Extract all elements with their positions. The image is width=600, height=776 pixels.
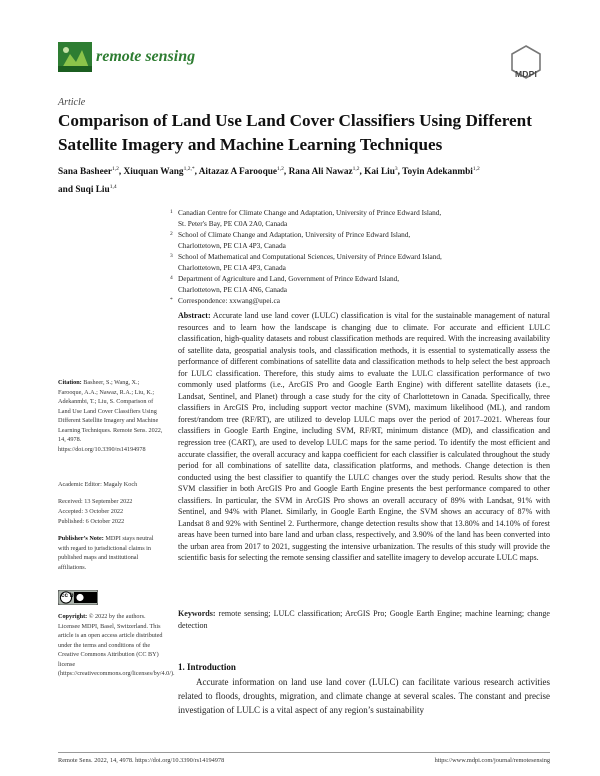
correspondence: * Correspondence: xxwang@upei.ca	[170, 296, 280, 305]
article-type: Article	[58, 97, 86, 108]
author: Sana Basheer	[58, 167, 112, 178]
received-date: Received: 13 September 2022	[58, 498, 133, 505]
affiliation: 2 School of Climate Change and Adaptation, University of Prince Edward Island, Charlottetown, PE C1A 4P3, Canada	[170, 230, 411, 251]
academic-editor: Academic Editor: Magaly Koch	[58, 481, 138, 488]
footer-citation[interactable]: Remote Sens. 2022, 14, 4978. https://doi.org/10.3390/rs14194978	[58, 757, 225, 764]
author: Rana Ali Nawaz	[288, 167, 353, 178]
author: Aitazaz A Farooque	[198, 167, 278, 178]
author: Kai Liu	[364, 167, 395, 178]
affiliation: 4 Department of Agriculture and Land, Government of Prince Edward Island, Charlottetown, PE C1A 4N6, Canada	[170, 274, 400, 295]
cc-badge-text: cc by	[61, 592, 78, 599]
copyright-notice: Copyright: © 2022 by the authors. Licensee MDPI, Basel, Switzerland. This article is an open access article distributed under the terms and conditions of the Creative Commons Attribution (CC BY) license (https://creativecommons.org/licenses/by/4.0/).	[58, 613, 175, 677]
author-list: Sana Basheer$^{1,2}$, Xiuquan Wang$^{1,2,*}$, Aitazaz A Farooque$^{1,2}$, Rana Ali Nawaz$^{1,2}$, Kai Liu$^3$, Toyin Adekanmbi$^{1,2}$ and Suqi Liu$^{1,4}$	[58, 166, 480, 196]
accepted-date: Accepted: 3 October 2022	[58, 508, 124, 515]
author: Toyin Adekanmbi	[402, 167, 473, 178]
footer-divider	[58, 752, 550, 753]
article-title: Comparison of Land Use Land Cover Classifiers Using Different Satellite Imagery and Machine Learning Techniques	[58, 111, 532, 154]
journal-logo-icon	[58, 42, 92, 72]
affiliation: 1 Canadian Centre for Climate Change and Adaptation, University of Prince Edward Island, St. Peter's Bay, PE C0A 2A0, Canada	[170, 208, 442, 229]
intro-paragraph: Accurate information on land use land cover (LULC) can facilitate various research activities related to floods, droughts, migration, and climate change at several scales. The constant and precise investigation of LULC is a vital aspect of any region’s sustainability	[178, 677, 550, 715]
affiliation: 3 School of Mathematical and Computational Sciences, University of Prince Edward Island, Charlottetown, PE C1A 4P3, Canada	[170, 252, 442, 273]
keywords: Keywords: remote sensing; LULC classification; ArcGIS Pro; Google Earth Engine; machine learning; change detection	[178, 609, 550, 630]
footer-journal-url[interactable]: https://www.mdpi.com/journal/remotesensing	[434, 757, 550, 764]
journal-name: remote sensing	[96, 48, 196, 65]
published-date: Published: 6 October 2022	[58, 518, 125, 525]
section-heading: 1. Introduction	[178, 662, 236, 672]
abstract: Abstract: Accurate land use land cover (LULC) classification is vital for the sustainable management of natural resources and to learn how the landscape is changing due to climate. For accurate and efficient LULC classification, high-quality datasets and robust classification methods are required. With the increasing availability of satellite data, geospatial analysis tools, and classification methods, it is essential to systematically assess the performance of different combinations of satellite data and classification methods to help select the best approach for LULC classification. Therefore, this study aims to evaluate the LULC classification performance of two commonly used platforms (i.e., ArcGIS Pro and Google Earth Engine) with different satellite datasets (i.e., Landsat, Sentinel, and Planet) through a case study for the city of Charlottetown in Canada. Specifically, three classifiers in ArcGIS Pro, including support vector machine (SVM), maximum likelihood (ML), and random forest/random tree (RF/RT), are utilized to develop LULC maps over the period of 2017–2021. Whereas four classifiers in Google Earth Engine, including SVM, RF/RT, minimum distance (MD), and classification and regression tree (CART), are used to develop LULC maps for the same period. To identify the most efficient and accurate classifier, the overall accuracy and kappa coefficient for each classifier is calculated throughout the study period for all combinations of satellite data, classification platforms, and methods. Change detection is then conducted using the best classifier to quantify the LULC changes over the study period. Results show that the SVM classifier in both ArcGIS Pro and Google Earth Engine presents the best performance compared to other classifiers. In particular, the SVM in ArcGIS Pro shows an overall accuracy of 89% with Landsat, 91% with Sentinel, and 94% with Planet. Similarly, in Google Earth Engine, the SVM shows an accuracy of 87% with Landsat 8 and 92% with Sentinel 2. Furthermore, change detection results show that 13.80% and 14.10% of forest areas have been turned into bare land and urban class, respectively, and 3.90% of the land has been converted into the urban area from 2017 to 2021, suggesting the intensive urbanization. The results of this study will provide the scientific basis for selecting the remote sensing classifier and satellite imagery to develop accurate LULC maps.	[178, 311, 550, 563]
citation-block: Citation: Basheer, S.; Wang, X.; Farooque, A.A.; Nawaz, R.A.; Liu, K.; Adekanmbi, T.; Liu, S. Comparison of Land Use Land Cover Classifiers Using Different Satellite Imagery and Machine Learning Techniques. Remote Sens. 2022, 14, 4978. https://doi.org/10.3390/rs14194978	[58, 379, 163, 453]
author: and Suqi Liu	[58, 185, 110, 196]
publisher-logo-text: MDPI	[514, 69, 538, 79]
publisher-note: Publisher’s Note: MDPI stays neutral with regard to jurisdictional claims in published maps and institutional affiliations.	[58, 535, 154, 571]
author: Xiuquan Wang	[123, 167, 184, 178]
